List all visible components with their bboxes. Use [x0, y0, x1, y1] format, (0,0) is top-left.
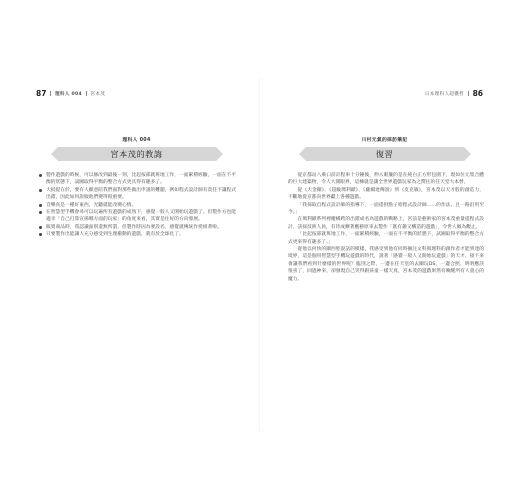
body-paragraph: 從他以何快的關西腔說話的模樣，我感受到他有同時擁注文科與理科的創作者才能到達的境界，這是個用智慧型手機玩遊戲的時代，說著「感覺一般人又開始玩遊戲」的天才，接下來會讓我們看到什麼樣的世界呢？臨別之際，一邊在任天堂的去關玩DS，一邊合照，明明應該很喜了，回過神來，卻發現自己笑得跟孩童一樣天真，宮本茂的遊戲果然有喚醒所有人童心的魔力。	[288, 247, 484, 282]
list-item-text: 音樂真是一種好東西，光聽就能改變心情。	[46, 202, 137, 208]
right-page-title: 復習	[375, 149, 394, 159]
list-item	[38, 224, 238, 231]
list-item-text: 大抵提在於，要有人願意陪我們面對那些做出申請的難題，例如程式設計師有責任不讓程式出錯，因此如何說服他們變得很重要。	[46, 187, 237, 201]
list-item	[38, 187, 238, 202]
list-item-text: 販賣商品時，我認識面別還無所謂，但製作時因為要設名，感覺就傳統作愛組著啦。	[46, 224, 222, 230]
list-item-text: 只要製作出能讓人充分感受到生理衝動的遊戲，就有於全球化了。	[46, 232, 184, 238]
bullet-dot-icon	[39, 233, 42, 236]
bullet-dot-icon	[39, 174, 42, 177]
left-title-banner	[51, 147, 223, 161]
left-page-number: 87	[36, 89, 47, 98]
body-paragraph: 「我採取自程式設計師的指導下，一面提供點子給程式設計師……的作法，且一路沿用至今。」	[288, 202, 484, 216]
body-paragraph: 從京都站八乘口前計程車十分鐘後，伸入眼簾的是在純白正方形包圍下，現如位元集合體的巨大建築物，令人大開眼界，這棟就是讓全世界遊戲玩家為之嚮往的任天堂大本營。	[288, 173, 484, 186]
interview-notes-body	[288, 172, 484, 283]
body-paragraph: 「比起按部就班地工作，一面累積經驗，一面在不平衡的狀態下，試圖取得平衡的整合方式更來得有趣多了。」	[288, 232, 484, 245]
right-header-title: 日本理科人超優哲	[424, 91, 465, 97]
header-divider	[50, 91, 51, 96]
list-item	[38, 172, 238, 187]
left-section-label: 理科人 004	[122, 138, 151, 143]
header-divider	[86, 91, 87, 96]
left-page	[14, 80, 259, 430]
left-header-title: 理科人 004	[54, 91, 83, 97]
left-page-title: 宮本茂的教誨	[110, 149, 163, 159]
list-item-text: 製作遊戲的時候，可以修改到最後一刻，比起按部就班地工作，一面累積經驗，一面在不平衡的狀態下，試圖取得平衡的整合方式更具得有趣多了。	[46, 173, 237, 186]
body-paragraph: 在瑪利歐系列裡縱橫跨的出錯成名為遊戲的戰略上，宮前是藝術家的宮本茂重量提程式設計，該採技術人員，有待成擴著應藝原來去製作「既有趣又構造的遊戲」，令世人佩為觀止。	[288, 217, 484, 230]
header-divider	[468, 91, 469, 96]
bullet-dot-icon	[39, 204, 42, 207]
list-item-text: 在智慧型手機會尋可以玩遍所有遊戲的成熟下，感覺一般人又開始玩遊戲了。但製作方也能適幸「自己打算宣揚哪方面的玩家」的角度來看，其實是往好的方向發展。	[46, 210, 237, 223]
teachings-list	[38, 172, 238, 239]
list-item	[38, 209, 238, 224]
list-item	[38, 231, 238, 238]
right-page	[262, 80, 507, 430]
list-item	[38, 202, 238, 209]
right-section-label: 川村元氣的採訪筆記	[361, 138, 408, 143]
right-running-header	[425, 89, 483, 98]
bullet-dot-icon	[39, 189, 42, 192]
right-page-number: 86	[472, 89, 483, 98]
right-title-banner	[299, 147, 471, 161]
left-running-header	[36, 89, 105, 98]
bullet-dot-icon	[39, 211, 42, 214]
left-header-subtitle: 宮本茂	[90, 91, 106, 97]
bullet-dot-icon	[39, 226, 42, 229]
body-paragraph: 從《大金剛》、《超級瑪利歐》、《薩爾達傳說》到《皮克敏》，宮本茂以天才般的創造力，不斷地從京都向世界獻上各種遊戲。	[288, 187, 484, 201]
